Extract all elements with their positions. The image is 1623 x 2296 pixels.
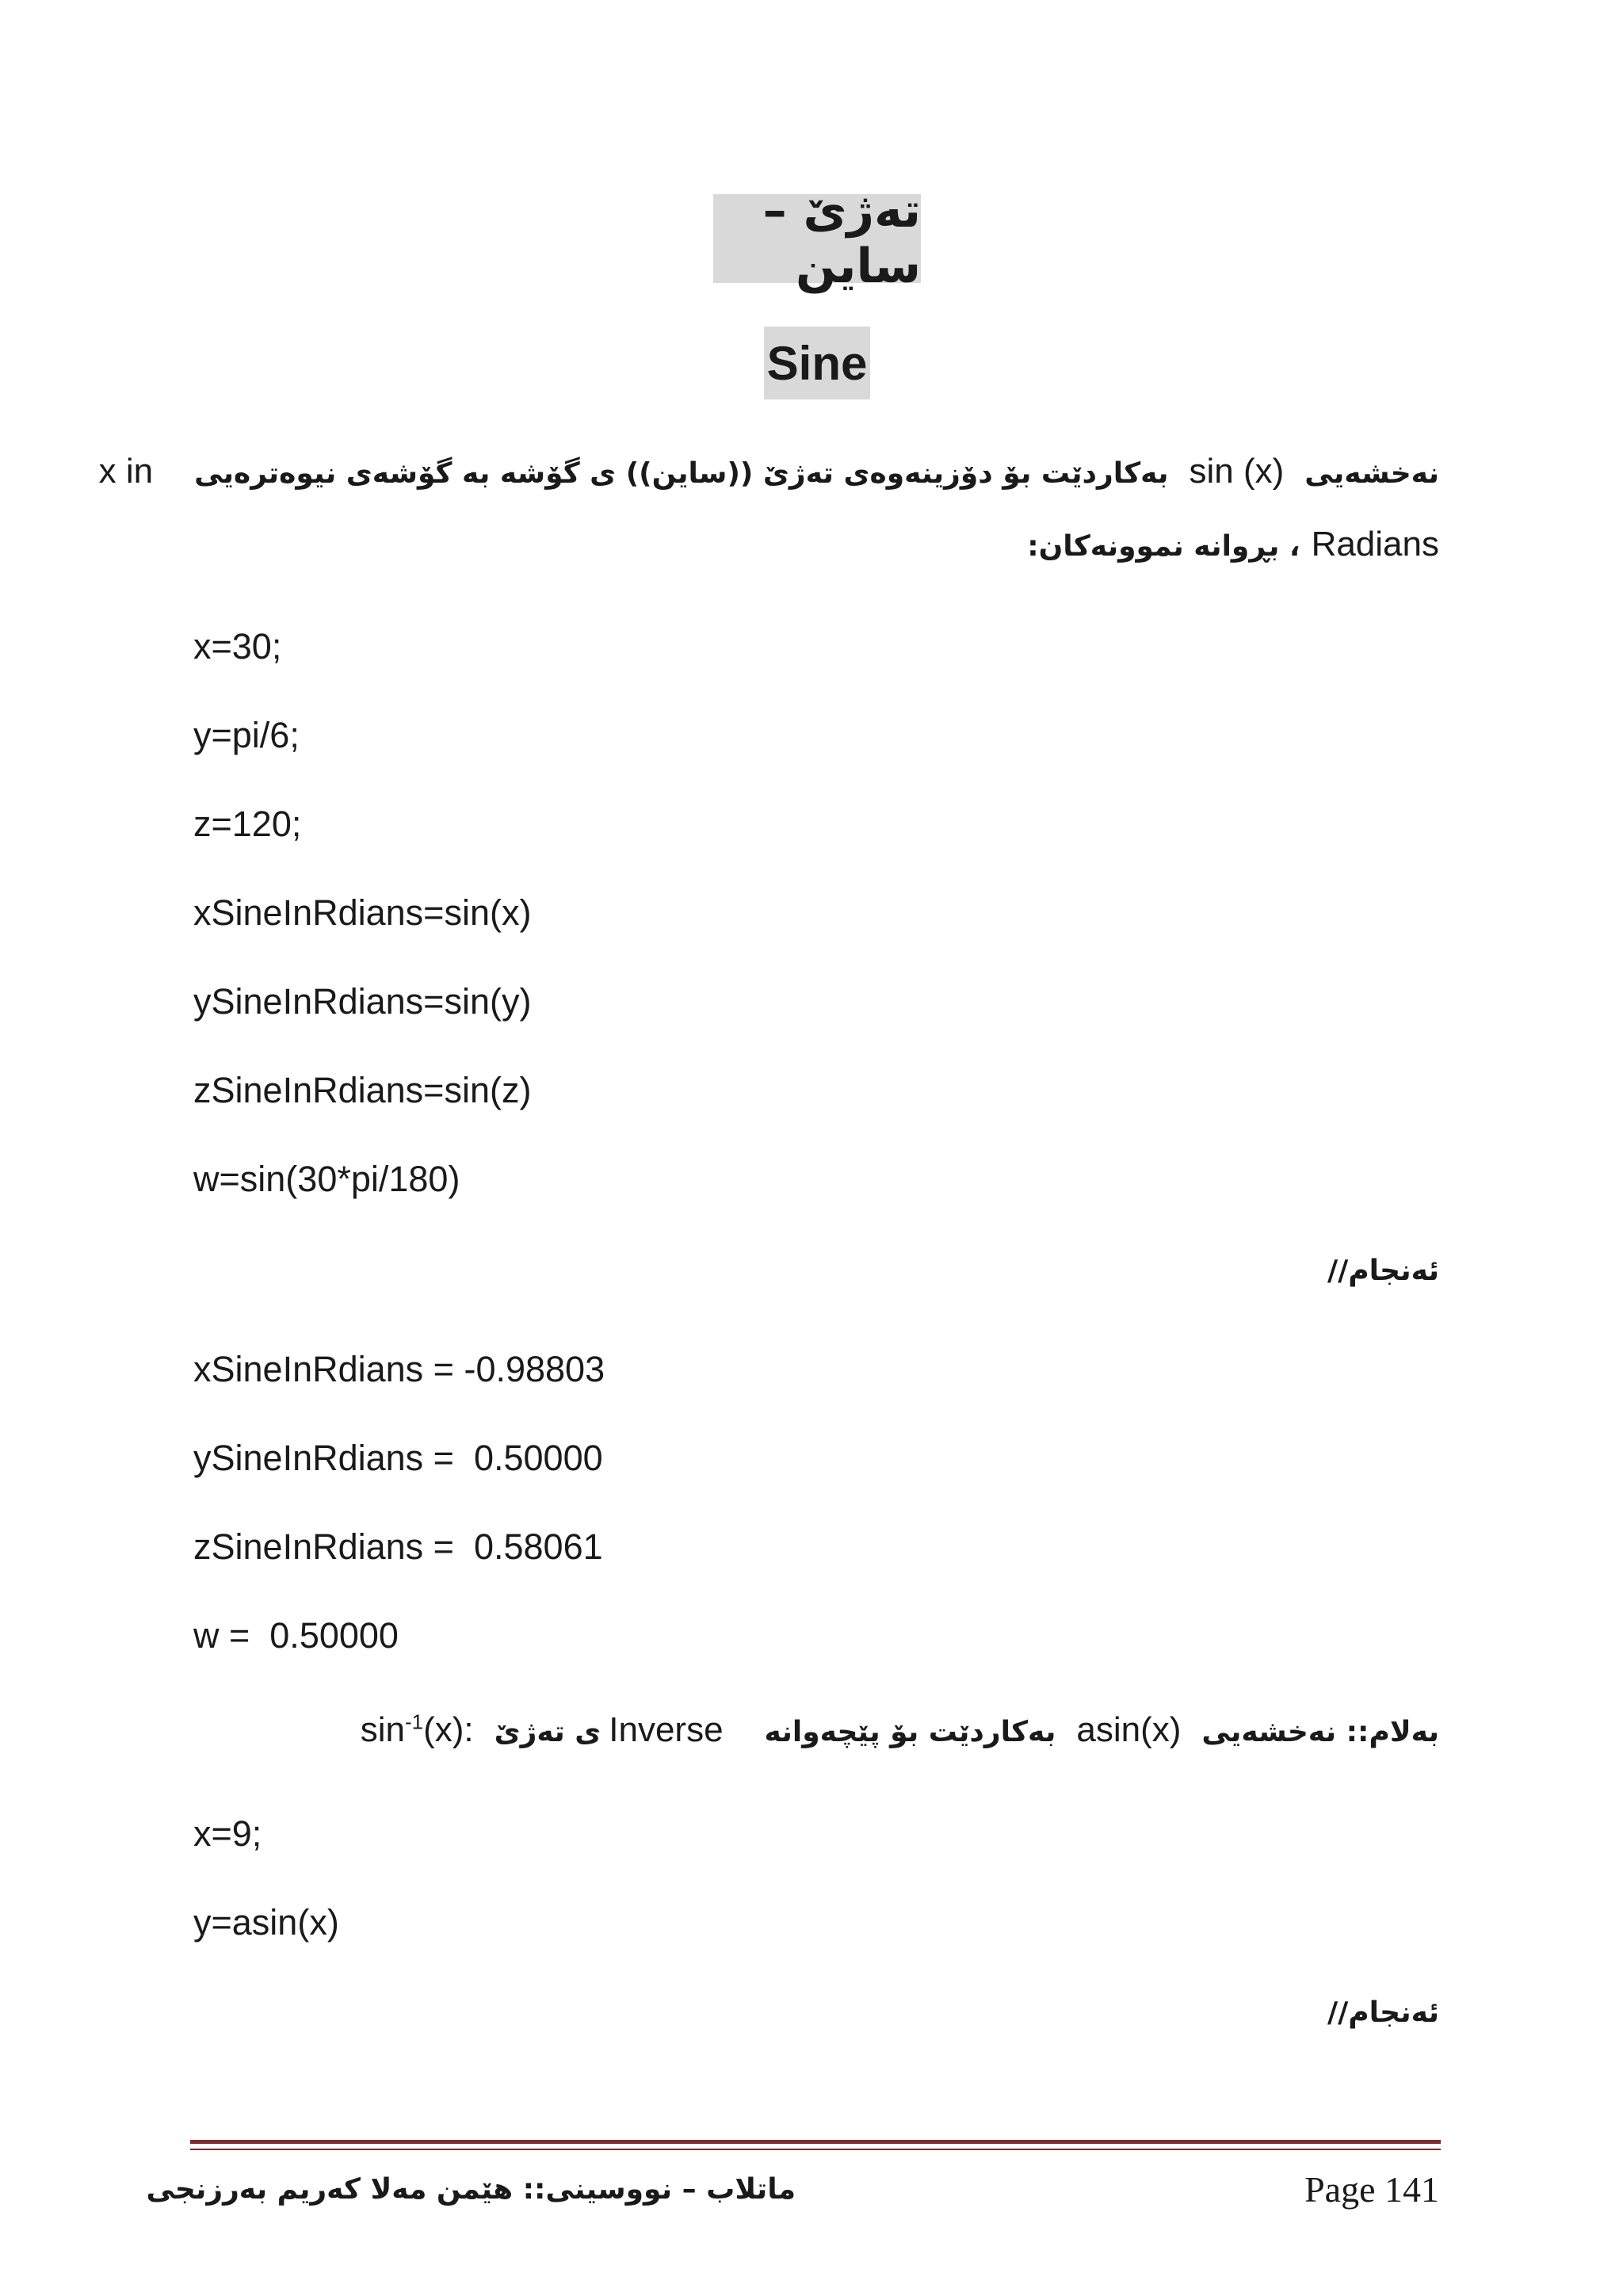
code-line: w=sin(30*pi/180): [193, 1159, 460, 1199]
code-line: z=120;: [193, 804, 302, 844]
footer-rule-thick: [190, 2140, 1441, 2144]
inverse-func-asin: asin(x): [1076, 1710, 1182, 1749]
result-label: ئەنجام//: [1327, 1255, 1439, 1287]
code-line: x=9;: [193, 1813, 262, 1854]
intro-see-examples: ، بڕوانە نموونەکان:: [1027, 530, 1300, 563]
footer-rule-thin: [190, 2149, 1441, 2150]
footer-book-title: ماتلاب – نووسینی:: هێمن مەلا کەریم بەرزنجی: [146, 2173, 796, 2206]
intro-word-function: نەخشەیی: [1304, 457, 1439, 490]
sin-base: sin: [360, 1710, 405, 1749]
inverse-note: [190, 1702, 1439, 1758]
inverse-used-for: بەکاردێت بۆ پێچەوانە: [764, 1716, 1056, 1748]
code-line: ySineInRdians=sin(y): [193, 981, 532, 1022]
output-line: ySineInRdians = 0.50000: [193, 1438, 603, 1478]
output-line: xSineInRdians = -0.98803: [193, 1349, 605, 1389]
sin-superscript: -1: [404, 1710, 424, 1734]
intro-func-sin: sin (x): [1189, 452, 1285, 491]
intro-line-1: [98, 444, 1439, 499]
sin-argument: (x):: [423, 1710, 474, 1749]
code-line: x=30;: [193, 626, 282, 667]
intro-description: بەکاردێت بۆ دۆزینەوەی تەژێ ((ساین)) ی گۆشە بە گۆشەی نیوەترەیی: [194, 457, 1169, 490]
code-line: y=asin(x): [193, 1902, 339, 1943]
output-line: zSineInRdians = 0.58061: [193, 1526, 603, 1567]
intro-line-2: [190, 517, 1439, 572]
code-line: zSineInRdians=sin(z): [193, 1070, 532, 1110]
footer-page-number: Page 141: [1304, 2169, 1439, 2210]
chapter-title-english: Sine: [764, 327, 870, 399]
code-line: y=pi/6;: [193, 715, 300, 755]
inverse-of-sine: ی تەژێ: [494, 1716, 601, 1748]
intro-radians: Radians: [1311, 525, 1439, 563]
result-label-2: ئەنجام//: [1327, 1996, 1439, 2029]
inverse-term: Inverse: [609, 1710, 724, 1749]
inverse-but-function: بەلام:: نەخشەیی: [1201, 1716, 1439, 1748]
inverse-sin-notation: [361, 1710, 474, 1749]
chapter-title-kurdish: تەژێ –ساین: [713, 194, 921, 283]
output-line: w = 0.50000: [193, 1615, 399, 1656]
code-line: xSineInRdians=sin(x): [193, 892, 532, 933]
intro-x-in: x in: [98, 452, 154, 491]
